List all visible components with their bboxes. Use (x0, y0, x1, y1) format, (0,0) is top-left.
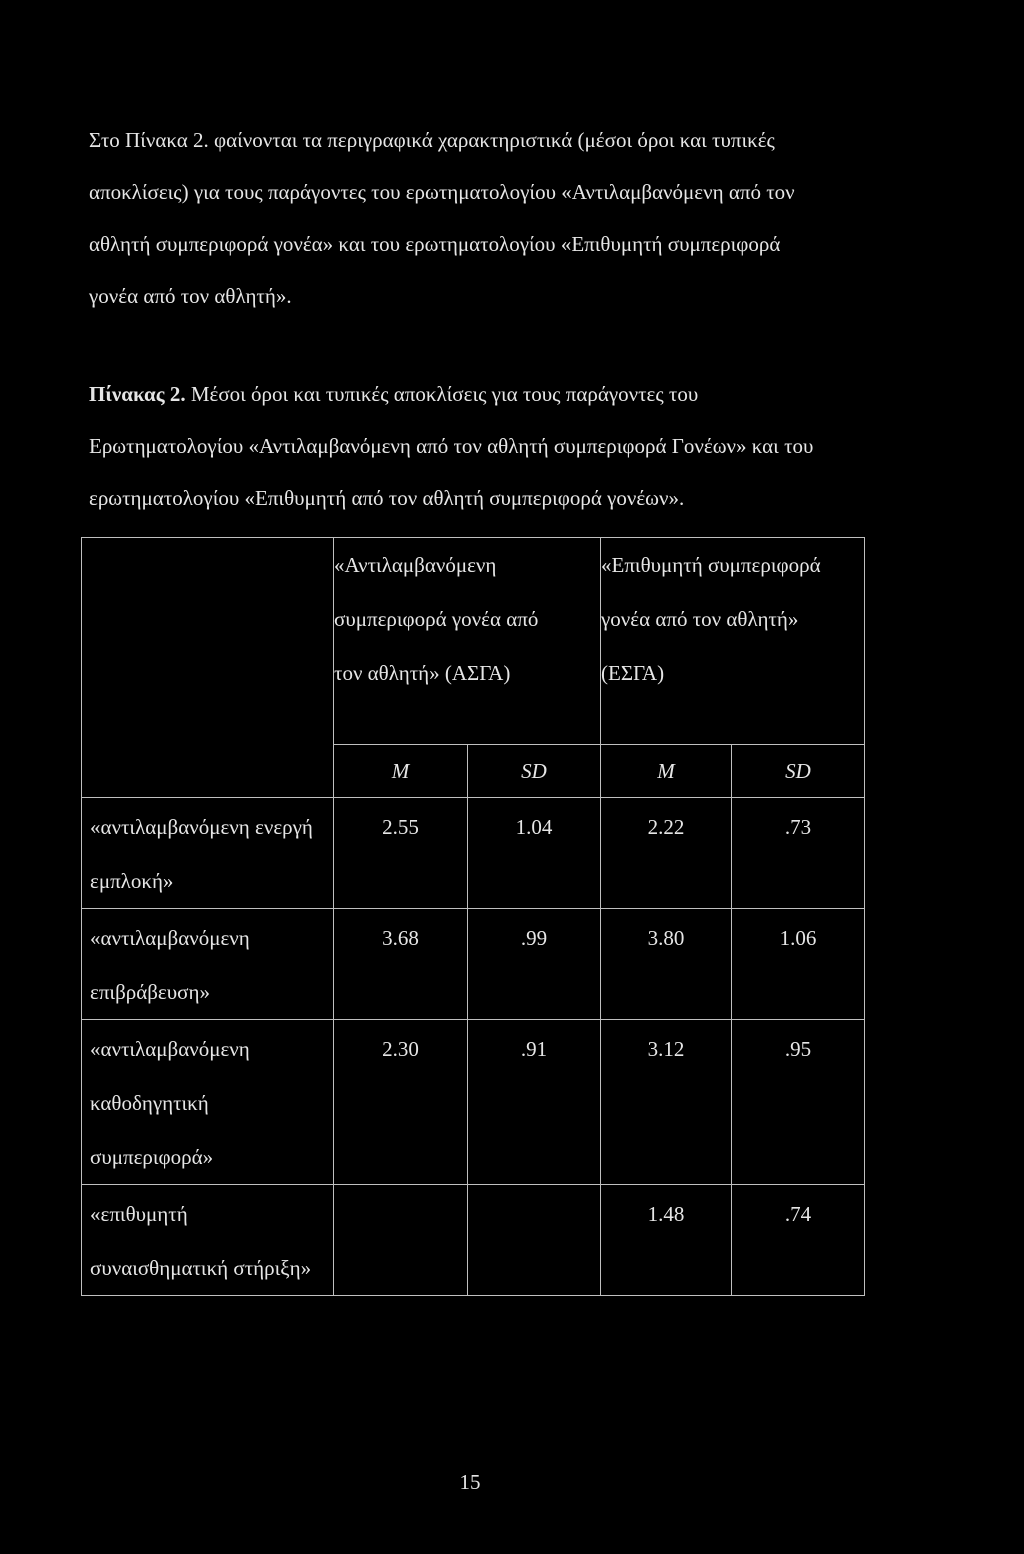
value-cell: .99 (468, 909, 601, 1020)
row-label-line: εμπλοκή» (90, 869, 174, 893)
table-row (82, 909, 865, 1020)
row-label-line: «επιθυμητή (90, 1202, 188, 1226)
caption-text: Μέσοι όροι και τυπικές αποκλίσεις για τους παράγοντες του (185, 382, 699, 406)
value-cell: 1.06 (732, 909, 865, 1020)
table-caption (89, 368, 939, 524)
caption-line: ερωτηματολογίου «Επιθυμητή από τον αθλητή συμπεριφορά γονέων». (89, 486, 685, 510)
table-header-row (82, 538, 865, 745)
table-row (82, 1185, 865, 1296)
header-esga (601, 538, 865, 745)
subheader-m: M (334, 745, 468, 798)
stats-table (81, 537, 865, 1296)
header-esga-line: «Επιθυμητή συμπεριφορά (601, 553, 821, 577)
value-cell: .74 (732, 1185, 865, 1296)
table-row (82, 1020, 865, 1185)
row-label (82, 1020, 334, 1185)
row-label (82, 798, 334, 909)
row-label (82, 1185, 334, 1296)
value-cell (468, 1185, 601, 1296)
value-cell: 3.12 (601, 1020, 732, 1185)
page-number: 15 (459, 1470, 481, 1494)
value-cell: 1.48 (601, 1185, 732, 1296)
intro-paragraph (89, 114, 939, 322)
intro-line: αθλητή συμπεριφορά γονέα» και του ερωτηματολογίου «Επιθυμητή συμπεριφορά (89, 232, 781, 256)
caption-line (89, 368, 939, 420)
header-asga-line: «Αντιλαμβανόμενη (334, 553, 497, 577)
subheader-m: M (601, 745, 732, 798)
intro-line: γονέα από τον αθλητή». (89, 284, 292, 308)
subheader-sd: SD (732, 745, 865, 798)
header-asga (334, 538, 601, 745)
row-label-line: συμπεριφορά» (90, 1145, 214, 1169)
row-label-line: «αντιλαμβανόμενη (90, 926, 250, 950)
value-cell: 2.55 (334, 798, 468, 909)
intro-line: Στο Πίνακα 2. φαίνονται τα περιγραφικά χαρακτηριστικά (μέσοι όροι και τυπικές (89, 128, 775, 152)
header-esga-line: γονέα από τον αθλητή» (601, 607, 799, 631)
header-asga-line: συμπεριφορά γονέα από (334, 607, 539, 631)
row-label-line: συναισθηματική στήριξη» (90, 1256, 312, 1280)
row-label-line: καθοδηγητική (90, 1091, 209, 1115)
caption-line: Ερωτηματολογίου «Αντιλαμβανόμενη από τον αθλητή συμπεριφορά Γονέων» και του (89, 434, 814, 458)
value-cell: 3.80 (601, 909, 732, 1020)
header-esga-line: (ΕΣΓΑ) (601, 661, 665, 685)
value-cell: 3.68 (334, 909, 468, 1020)
table-row (82, 798, 865, 909)
table-corner-cell (82, 538, 334, 798)
value-cell: 2.22 (601, 798, 732, 909)
value-cell (334, 1185, 468, 1296)
caption-label: Πίνακας 2. (89, 382, 186, 406)
row-label-line: «αντιλαμβανόμενη (90, 1037, 250, 1061)
header-asga-line: τον αθλητή» (ΑΣΓΑ) (334, 661, 511, 685)
value-cell: .73 (732, 798, 865, 909)
value-cell: 2.30 (334, 1020, 468, 1185)
row-label (82, 909, 334, 1020)
subheader-sd: SD (468, 745, 601, 798)
row-label-line: «αντιλαμβανόμενη ενεργή (90, 815, 313, 839)
value-cell: .95 (732, 1020, 865, 1185)
intro-line: αποκλίσεις) για τους παράγοντες του ερωτηματολογίου «Αντιλαμβανόμενη από τον (89, 180, 795, 204)
value-cell: 1.04 (468, 798, 601, 909)
value-cell: .91 (468, 1020, 601, 1185)
row-label-line: επιβράβευση» (90, 980, 210, 1004)
